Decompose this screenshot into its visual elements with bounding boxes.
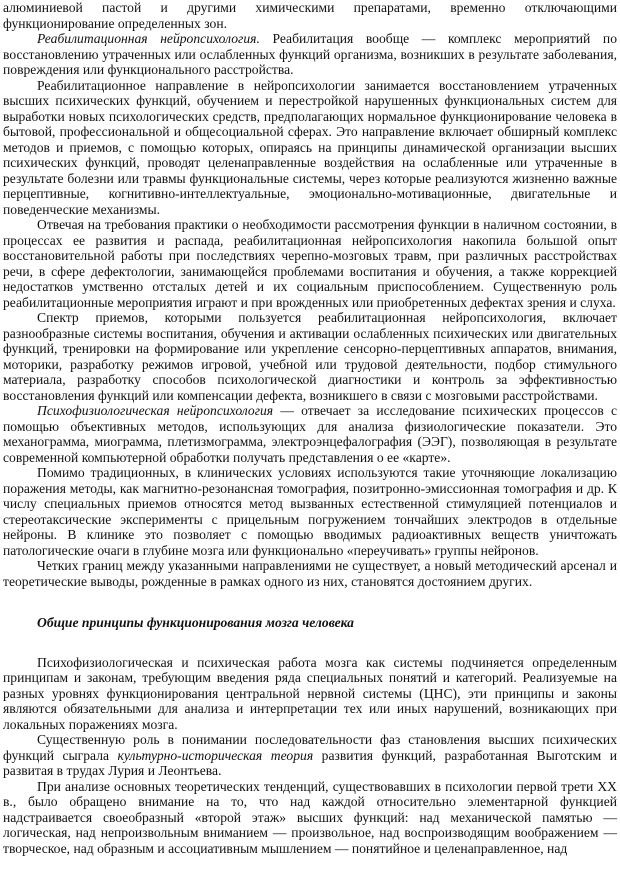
text-run: Психофизиологическая и психическая работа мозга как системы подчиняется определенным принципам и законам, требующим введения ряда специальных понятий и категорий. Реализуемые на разных уровнях функционирования центральной нервной системы (ЦНС), эти принципы и законы являются обязательными для анализа и интерпретации тех или иных нарушений, возникающих при локальных поражениях мозга.	[3, 654, 617, 732]
paragraph	[3, 558, 617, 589]
section-heading: Общие принципы функционирования мозга человека	[37, 615, 354, 630]
paragraph	[3, 0, 617, 31]
text-run: — отвечает за исследование психических процессов с помощью объективных методов, использующих для анализа физиологические показатели. Это механограмма, миограмма, плетизмограмма, электроэнцефалография (ЭЭГ), позволяющая в результате современной компьютерной обработки получать представления о ее «карте».	[3, 403, 617, 465]
body-text-before-heading	[3, 0, 617, 589]
paragraph	[3, 31, 617, 78]
text-run: При анализе основных теоретических тенденций, существовавших в психологии первой трети XX в., было обращено внимание на то, что над каждой относительно элементарной функцией надстраивается своеобразный «второй этаж» высших функций: над механической памятью — логическая, над непроизвольным вниманием — произвольное, над воспроизводящим воображением — творческое, над образным и ассоциативным мышлением — понятийное и целенаправленное, над	[3, 778, 617, 856]
text-run: Реабилитационное направление в нейропсихологии занимается восстановлением утраченных высших психических функций, обучением и перестройкой нарушенных функциональных систем для выработки новых психологических средств, предполагающих нормальное функционирование человека в бытовой, профессиональной и общесоциальной сферах. Это направление включает обширный комплекс методов и приемов, с помощью которых, опираясь на принципы динамической организации высших психических функций, проводят целенаправленные воздействия на ослабленные или утраченные в результате болезни или травмы функциональные системы, через которые реализуются жизненно важные перцептивные, когнитивно-интеллектуальные, эмоционально-мотивационные, двигательные и поведенческие механизмы.	[3, 77, 617, 217]
text-run: Существенную роль в понимании последовательности фаз становления высших психических функций сыграла	[3, 732, 617, 763]
text-run: алюминиевой пастой и другими химическими препаратами, временно отключающими функционирование определенных зон.	[3, 0, 617, 31]
italic-term: Реабилитационная нейропсихология.	[37, 31, 260, 46]
paragraph	[3, 310, 617, 403]
paragraph	[3, 779, 617, 857]
text-run: Отвечая на требования практики о необходимости рассмотрения функции в наличном состоянии, в процессах ее развития и распада, реабилитационная нейропсихология накопила большой опыт восстановительной работы при последствиях черепно-мозговых травм, при различных расстройствах речи, в сфере дефектологии, занимающейся проблемами воспитания и обучения, а также коррекцией недостатков умственно отсталых детей и их социальным приспособлением. Существенную роль реабилитационные мероприятия играют и при врожденных или приобретенных дефектах зрения и слуха.	[3, 217, 617, 310]
paragraph	[3, 217, 617, 310]
text-run: развития функций, разработанная Выготским и развитая в трудах Лурия и Леонтьева.	[3, 747, 618, 778]
body-text-after-heading	[3, 655, 617, 857]
paragraph	[3, 732, 617, 779]
paragraph	[3, 655, 617, 733]
paragraph	[3, 78, 617, 218]
text-run: Четких границ между указанными направлениями не существует, а новый методический арсенал и теоретические выводы, рожденные в рамках одного из них, становятся достоянием других.	[3, 558, 617, 589]
paragraph	[3, 403, 617, 465]
text-run: Спектр приемов, которыми пользуется реабилитационная нейропсихология, включает разнообразные системы воспитания, обучения и активации ослабленных психических или двигательных функций, тренировки на формирование или укрепление сенсорно-перцептивных аппаратов, внимания, моторики, разработку режимов игровой, учебной или трудовой деятельности, подбор стимульного материала, разработку способов психологической диагностики и контроль за эффективностью восстановления функций или компенсации дефекта, возникшего в связи с мозговыми расстройствами.	[3, 310, 617, 403]
text-run: Реабилитация вообще — комплекс мероприятий по восстановлению утраченных или ослабленных функций организма, возникших в результате заболевания, повреждения или функционального расстройства.	[3, 31, 618, 77]
text-run: Помимо традиционных, в клинических условиях используются такие уточняющие локализацию поражения методы, как магнитно-резонансная томография, позитронно-эмиссионная томография и др. К числу специальных приемов относятся метод вызванных естественной стимуляцией потенциалов и стереотаксические эксперименты с прицельным погружением тончайших электродов в отдельные нейроны. В клинике это позволяет с помощью вводимых радиоактивных веществ уничтожать патологические очаги в глубине мозга или функционально «переучивать» группы нейронов.	[3, 465, 617, 558]
italic-term: культурно-историческая теория	[117, 747, 314, 763]
italic-term: Психофизиологическая нейропсихология	[37, 403, 274, 418]
paragraph	[3, 465, 617, 558]
